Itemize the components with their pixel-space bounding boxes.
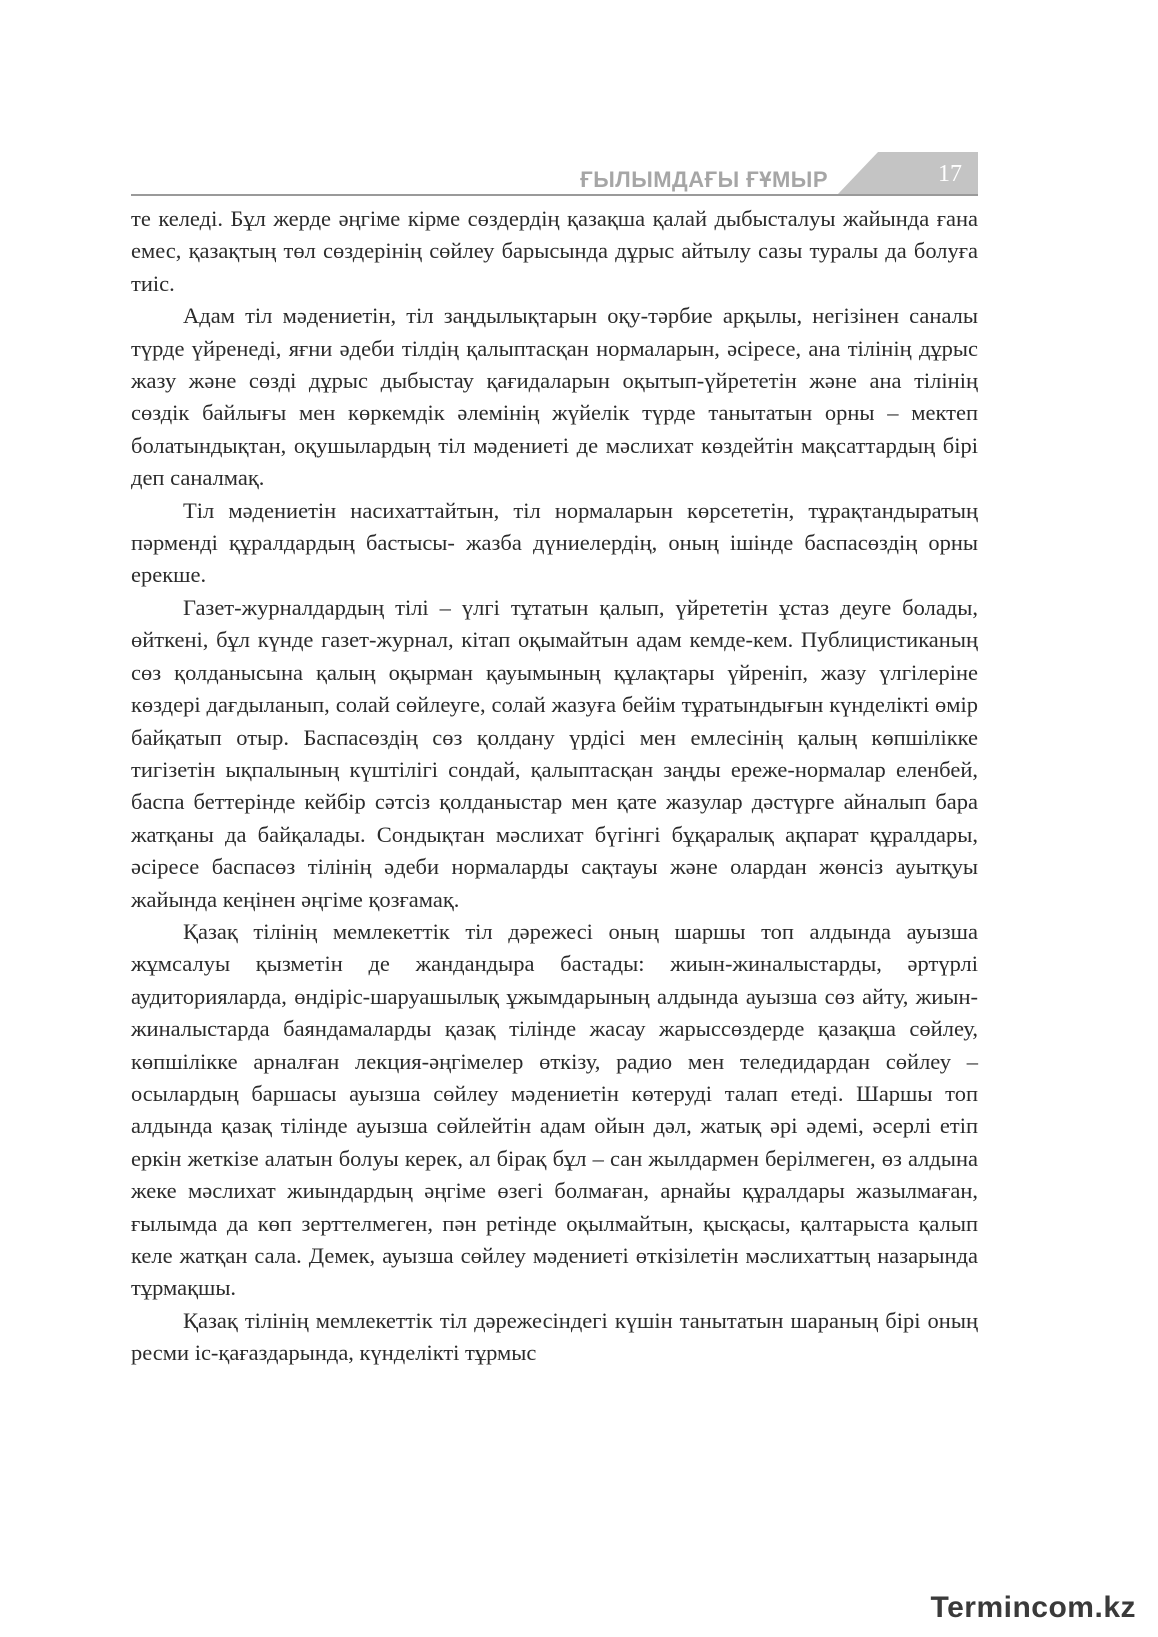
paragraph: Тіл мәдениетін насихаттайтын, тіл нормаларын көрсететін, тұрақтандыратың пәрменді құралдардың бастысы- жазба дүниелердің, оның ішінде баспасөздің орны ерекше. [131, 497, 978, 588]
header-rule [131, 194, 978, 196]
body-text [131, 203, 978, 1370]
page-number: 17 [938, 161, 962, 187]
paragraph: Адам тіл мәдениетін, тіл заңдылықтарын оқу-тәрбие арқылы, негізінен саналы түрде үйренеді, яғни әдеби тілдің қалыптасқан нормаларын, әсіресе, ана тілінің дұрыс жазу және сөзді дұрыс дыбыстау қағидаларын оқытып-үйрететін және ана тілінің сөздік байлығы мен көркемдік әлемінің жүйелік түрде танытатын орны – мектеп болатындықтан, оқушылардың тіл мәдениеті де мәслихат көздейтін мақсаттардың бірі деп саналмақ. [131, 303, 978, 491]
paragraph-continuation: те келеді. Бұл жерде әңгіме кірме сөздердің қазақша қалай дыбысталуы жайында ғана емес, қазақтың төл сөздерінің сөйлеу барысында дұрыс айтылу сазы туралы да болуға тиіс. [131, 206, 978, 296]
paragraph: Газет-журналдардың тілі – үлгі тұтатын қалып, үйрететін ұстаз деуге болады, өйткені, бұл күнде газет-журнал, кітап оқымайтын адам кемде-кем. Публицистиканың сөз қолданысына қалың оқырман қауымының құлақтары үйреніп, жазу үлгілеріне көздері дағдыланып, солай сөйлеуге, солай жазуға бейім тұратындығын күнделікті өмір байқатып отыр. Баспасөздің сөз қолдану үрдісі мен емлесінің қалың көпшілікке тигізетін ықпалының күштілігі сондай, қалыптасқан заңды ереже-нормалар еленбей, баспа беттерінде кейбір сәтсіз қолданыстар мен қате жазулар дәстүрге айналып бара жатқаны да байқалады. Сондықтан мәслихат бүгінгі бұқаралық ақпарат құралдары, әсіресе баспасөз тілінің әдеби нормаларды сақтауы және олардан жөнсіз ауытқуы жайында кеңінен әңгіме қозғамақ. [131, 594, 978, 912]
site-watermark: Termincom.kz [930, 1591, 1136, 1624]
running-header [131, 146, 978, 196]
paragraph: Қазақ тілінің мемлекеттік тіл дәрежесіндегі күшін танытатын шараның бірі оның ресми іс-қағаздарында, күнделікті тұрмыс [131, 1307, 978, 1366]
paragraph: Қазақ тілінің мемлекеттік тіл дәрежесі оның шаршы топ алдында ауызша жұмсалуы қызметін де жандандыра бастады: жиын-жиналыстарды, әртүрлі аудиторияларда, өндіріс-шаруашылық ұжымдарының алдында ауызша сөз айту, жиын-жиналыстарда баяндамаларды қазақ тілінде жасау жарыссөздерде қазақша сөйлеу, көпшілікке арналған лекция-әңгімелер өткізу, радио мен теледидардан сөйлеу – осылардың баршасы ауызша сөйлеу мәдениетін көтеруді талап етеді. Шаршы топ алдында қазақ тілінде ауызша сөйлейтін адам ойын дәл, жатық әрі әдемі, әсерлі етіп еркін жеткізе алатын болуы керек, ал бірақ бұл – сан жылдармен берілмеген, өз алдына жеке мәслихат жиындардың әңгіме өзегі болмаған, арнайы құралдары жазылмаған, ғылымда да көп зерттелмеген, пән ретінде оқылмайтын, қысқасы, қалтарыста қалып келе жатқан сала. Демек, ауызша сөйлеу мәдениеті өткізілетін мәслихаттың назарында тұрмақшы. [131, 918, 978, 1301]
running-header-title: ҒЫЛЫМДАҒЫ ҒҰМЫР [580, 167, 828, 192]
